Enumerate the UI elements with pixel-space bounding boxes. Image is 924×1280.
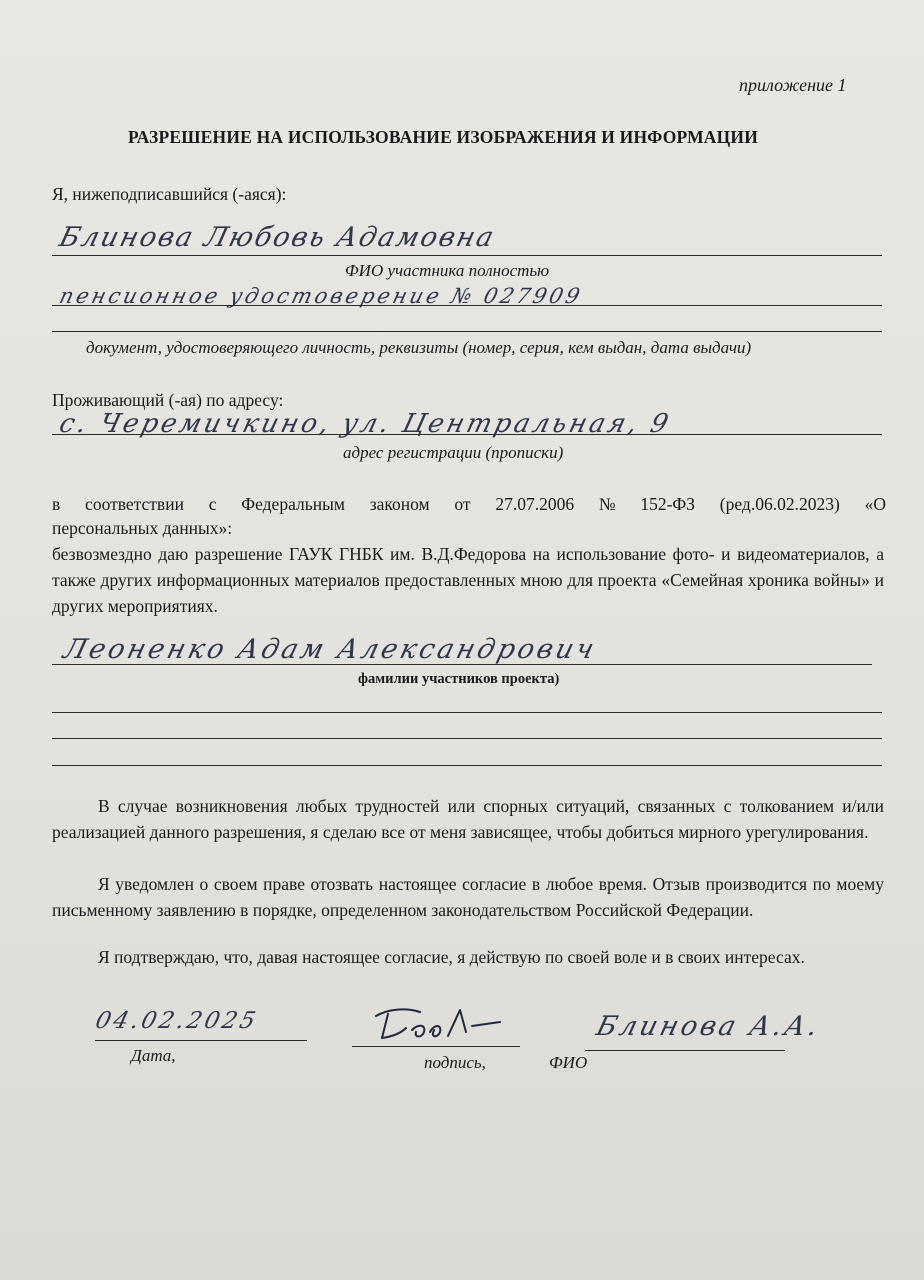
law-word: № — [598, 494, 616, 514]
law-paragraph-line-1 — [52, 494, 886, 515]
law-edition: (ред.06.02.2023) — [719, 494, 840, 514]
law-date: 27.07.2006 — [495, 494, 575, 514]
address-label: Проживающий (-ая) по адресу: — [52, 390, 284, 410]
id-document-line-2 — [52, 331, 882, 332]
id-document-line-1 — [52, 305, 882, 306]
signer-intro: Я, нижеподписавшийся (-аяся): — [52, 184, 287, 204]
law-paragraph-line-2: персональных данных»: — [52, 518, 233, 538]
confirmation-paragraph: Я подтверждаю, что, давая настоящее согласие, я действую по своей воле и в своих интересах. — [98, 947, 805, 967]
name-line — [585, 1050, 785, 1051]
law-word: в — [52, 494, 61, 514]
id-document-caption: документ, удостоверяющего личность, реквизиты (номер, серия, кем выдан, дата выдачи) — [86, 338, 752, 357]
full-name-caption: ФИО участника полностью — [345, 261, 550, 280]
participants-line — [52, 664, 872, 665]
handwritten-signature — [368, 1002, 518, 1044]
signature-label: подпись, — [424, 1053, 486, 1072]
full-name-line — [52, 255, 882, 256]
full-name-value: Блинова Любовь Адамовна — [56, 222, 499, 253]
law-number: 152-ФЗ — [640, 494, 696, 514]
law-word: от — [454, 494, 471, 514]
revocation-paragraph: Я уведомлен о своем праве отозвать настоящее согласие в любое время. Отзыв производится по моему письменному заявлению в порядке, определенном законодательством Российской Федерации. — [52, 874, 884, 920]
disputes-paragraph: В случае возникновения любых трудностей или спорных ситуаций, связанных с толкованием и/или реализацией данного разрешения, я сделаю все от меня зависящее, чтобы добиться мирного урегулирования. — [52, 796, 884, 842]
date-line — [95, 1040, 307, 1041]
appendix-label: приложение 1 — [739, 75, 847, 95]
blank-line-3 — [52, 765, 882, 766]
consent-text: безвозмездно даю разрешение ГАУК ГНБК им. В.Д.Федорова на использование фото- и видеоматериалов, а также других информационных материалов предоставленных мною для проекта «Семейная хроника войны» и других мероприятиях. — [52, 544, 884, 616]
date-value: 04.02.2025 — [92, 1008, 261, 1034]
id-document-value: пенсионное удостоверение № 027909 — [57, 284, 586, 308]
participants-value: Леоненко Адам Александрович — [60, 634, 601, 665]
name-label: ФИО — [549, 1053, 588, 1072]
date-label: Дата, — [131, 1046, 176, 1065]
address-line — [52, 434, 882, 435]
address-value: с. Черемичкино, ул. Центральная, 9 — [56, 409, 675, 439]
law-word: с — [208, 494, 217, 514]
signature-line — [352, 1046, 520, 1047]
participants-caption: фамилии участников проекта) — [358, 671, 560, 687]
address-caption: адрес регистрации (прописки) — [343, 443, 564, 462]
law-word: соответствии — [85, 494, 184, 514]
blank-line-1 — [52, 712, 882, 713]
law-word: «О — [864, 494, 886, 514]
blank-line-2 — [52, 738, 882, 739]
law-word: Федеральным — [241, 494, 345, 514]
document-title: РАЗРЕШЕНИЕ НА ИСПОЛЬЗОВАНИЕ ИЗОБРАЖЕНИЯ И ИНФОРМАЦИИ — [128, 127, 759, 147]
law-word: законом — [369, 494, 430, 514]
name-value: Блинова А.А. — [593, 1011, 824, 1042]
